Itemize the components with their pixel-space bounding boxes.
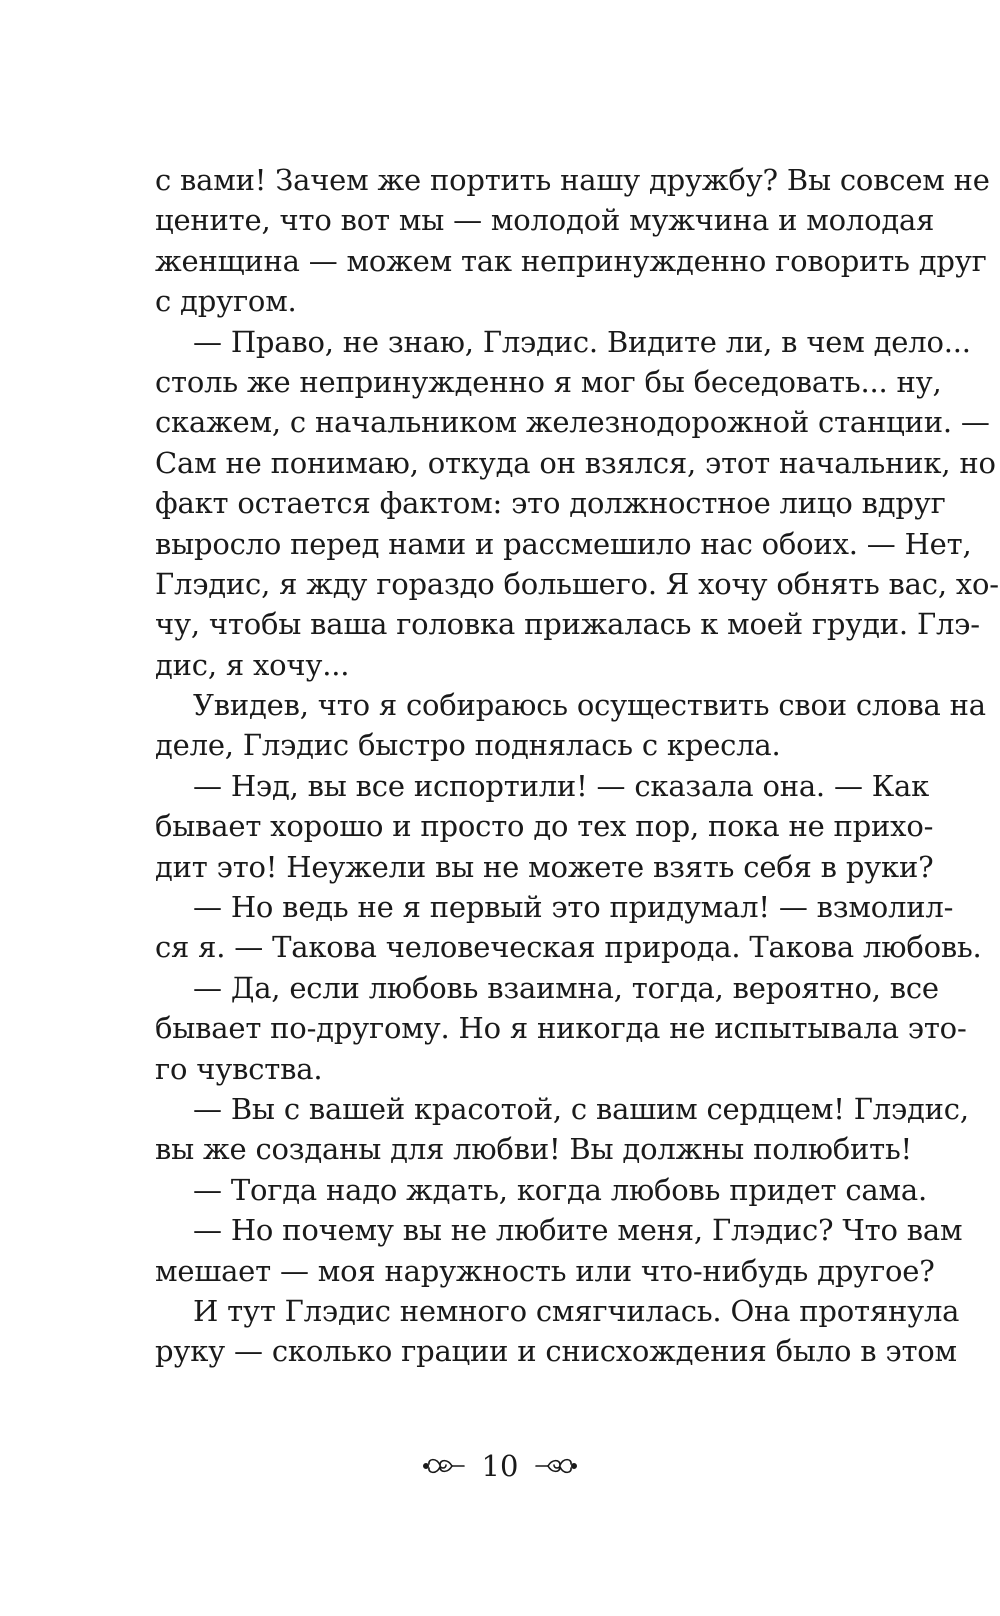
text-line: деле, Глэдис быстро поднялась с кресла. [155,728,781,763]
ornament-left-icon [422,1453,466,1479]
text-line: дит это! Неужели вы не можете взять себя в руки? [155,849,934,884]
text-line: го чувства. [155,1051,323,1086]
text-line: с другом. [155,284,297,319]
text-line: мешает — моя наружность или что-нибудь другое? [155,1253,935,1288]
text-line: Увидев, что я собираюсь осуществить свои слова на [193,688,986,723]
body-text [155,160,999,1372]
page-footer [0,1448,1000,1484]
text-line: столь же непринужденно я мог бы беседовать... ну, [155,364,942,399]
text-line: чу, чтобы ваша головка прижалась к моей груди. Глэ- [155,607,980,642]
text-line: скажем, с начальником железнодорожной станции. — [155,405,990,440]
text-line: — Но почему вы не любите меня, Глэдис? Что вам [193,1213,963,1248]
page-number: 10 [481,1449,519,1483]
text-line: И тут Глэдис немного смягчилась. Она протянула [193,1293,960,1328]
text-line: вы же созданы для любви! Вы должны полюбить! [155,1132,913,1167]
text-line: бывает хорошо и просто до тех пор, пока не прихо- [155,809,934,844]
text-line: факт остается фактом: это должностное лицо вдруг [155,486,946,521]
text-line: женщина — можем так непринужденно говорить друг [155,243,987,278]
text-line: Глэдис, я жду гораздо большего. Я хочу обнять вас, хо- [155,566,999,601]
text-line: — Но ведь не я первый это придумал! — взмолил- [193,890,954,925]
text-line: — Право, не знаю, Глэдис. Видите ли, в чем дело... [193,324,971,359]
text-line: дис, я хочу... [155,647,350,682]
ornament-right-icon [534,1453,578,1479]
text-line: руку — сколько грации и снисхождения было в этом [155,1334,957,1369]
text-line: цените, что вот мы — молодой мужчина и молодая [155,203,935,238]
text-line: — Тогда надо ждать, когда любовь придет сама. [193,1172,927,1207]
text-line: выросло перед нами и рассмешило нас обоих. — Нет, [155,526,972,561]
text-line: — Вы с вашей красотой, с вашим сердцем! Глэдис, [193,1091,969,1126]
text-line: — Да, если любовь взаимна, тогда, вероятно, все [193,970,939,1005]
text-line: ся я. — Такова человеческая природа. Такова любовь. [155,930,982,965]
text-line: бывает по-другому. Но я никогда не испытывала это- [155,1011,967,1046]
text-line: — Нэд, вы все испортили! — сказала она. — Как [193,768,930,803]
text-line: Сам не понимаю, откуда он взялся, этот начальник, но [155,445,996,480]
text-line: с вами! Зачем же портить нашу дружбу? Вы совсем не [155,163,990,197]
